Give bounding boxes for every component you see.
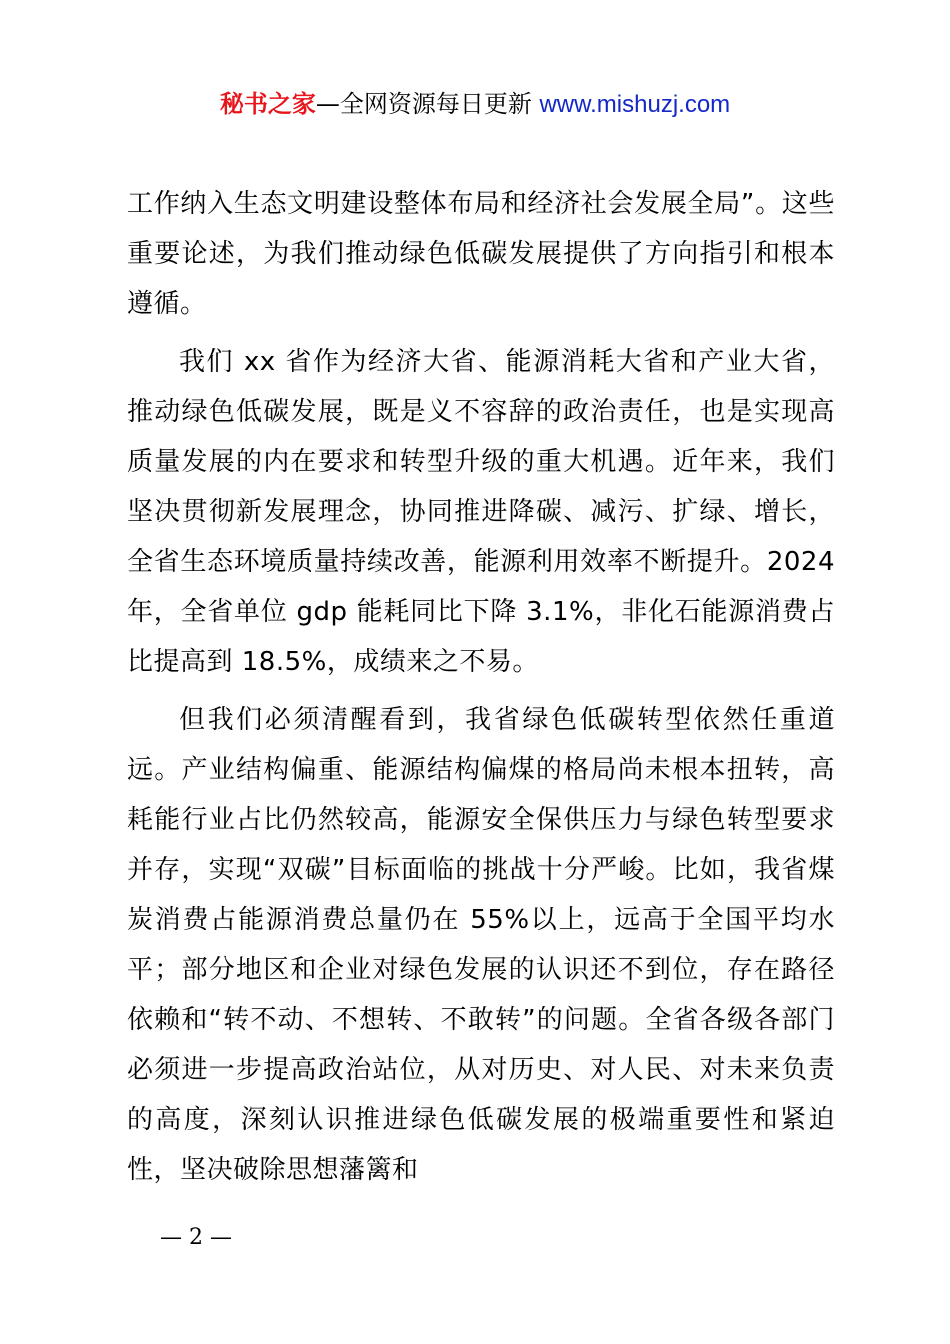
site-url-link[interactable]: www.mishuzj.com bbox=[539, 91, 731, 118]
page-number: — 2 — bbox=[160, 1225, 232, 1250]
brand-name: 秘书之家 bbox=[219, 90, 316, 118]
document-body bbox=[127, 179, 835, 1203]
paragraph: 我们 xx 省作为经济大省、能源消耗大省和产业大省，推动绿色低碳发展，既是义不容辞的政治责任，也是实现高质量发展的内在要求和转型升级的重大机遇。近年来，我们坚决贯彻新发展理念，协同推进降碳、减污、扩绿、增长，全省生态环境质量持续改善，能源利用效率不断提升。2024 年，全省单位 gdp 能耗同比下降 3.1%，非化石能源消费占比提高到 18.5%，成绩来之不易。 bbox=[127, 347, 835, 677]
paragraph-continued: 工作纳入生态文明建设整体布局和经济社会发展全局”。这些重要论述，为我们推动绿色低碳发展提供了方向指引和根本遵循。 bbox=[127, 189, 835, 319]
paragraph: 但我们必须清醒看到，我省绿色低碳转型依然任重道远。产业结构偏重、能源结构偏煤的格局尚未根本扭转，高耗能行业占比仍然较高，能源安全保供压力与绿色转型要求并存，实现“双碳”目标面临的挑战十分严峻。比如，我省煤炭消费占能源消费总量仍在 55%以上，远高于全国平均水平；部分地区和企业对绿色发展的认识还不到位，存在路径依赖和“转不动、不想转、不敢转”的问题。全省各级各部门必须进一步提高政治站位，从对历史、对人民、对未来负责的高度，深刻认识推进绿色低碳发展的极端重要性和紧迫性，坚决破除思想藩篱和 bbox=[127, 705, 835, 1185]
header-tagline: —全网资源每日更新 bbox=[315, 90, 540, 118]
site-header bbox=[0, 86, 950, 123]
